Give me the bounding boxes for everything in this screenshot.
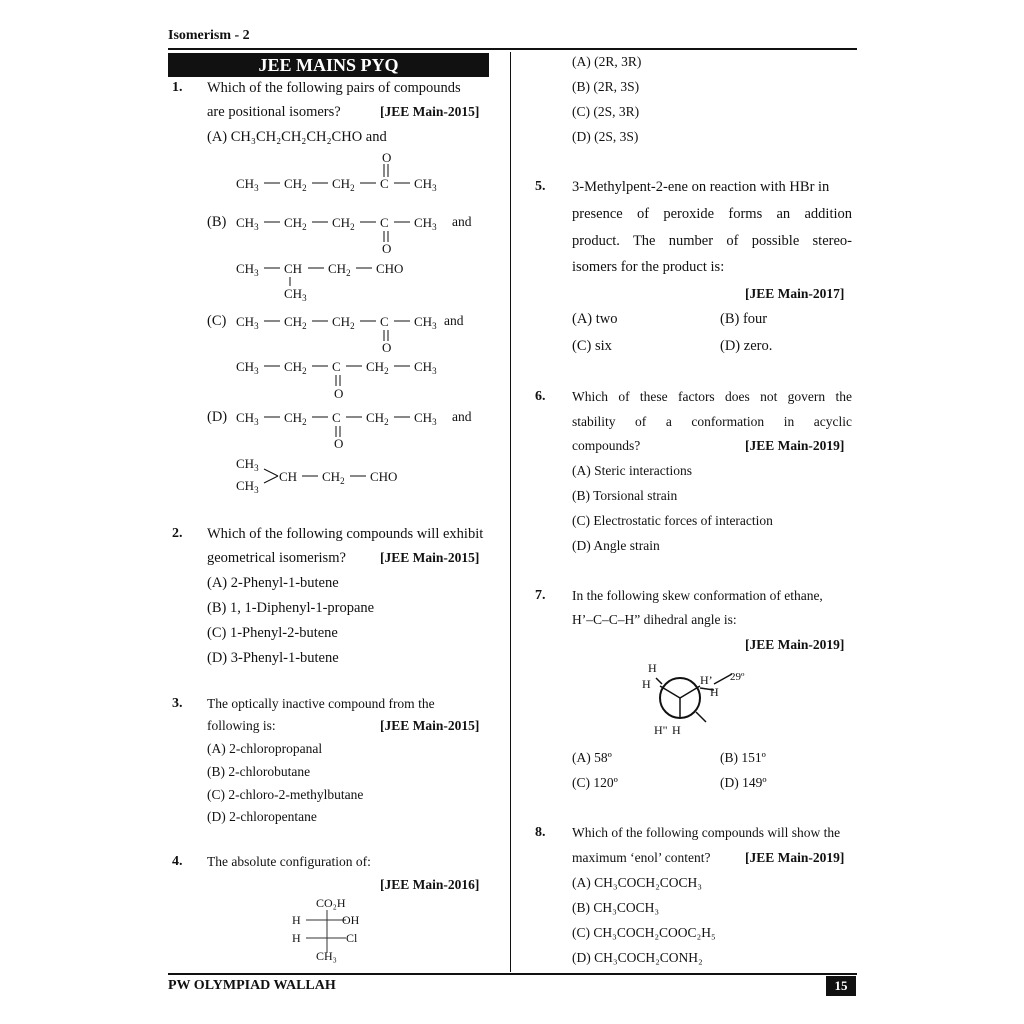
newman-h-top1: H	[648, 661, 657, 675]
svg-text:C: C	[380, 176, 389, 191]
svg-text:C: C	[332, 410, 341, 425]
svg-text:CH3: $CH_3$	[414, 314, 437, 331]
q1-exam-tag: [JEE Main-2015]	[380, 104, 480, 119]
q3-option-d: (D) 2-chloropentane	[207, 809, 317, 824]
q4-number: 4.	[172, 854, 183, 869]
fischer-bottom: CH₃	[316, 949, 337, 963]
q6-option-c: (C) Electrostatic forces of interaction	[572, 513, 773, 528]
svg-text:CH2: $CH_2$	[332, 215, 355, 232]
svg-text:CH2: $CH_2$	[284, 410, 307, 427]
q8-exam-tag: [JEE Main-2019]	[745, 850, 845, 865]
chapter-header: Isomerism - 2	[168, 28, 250, 43]
q3-option-c: (C) 2-chloro-2-methylbutane	[207, 787, 364, 802]
svg-text:CH: CH	[284, 261, 303, 276]
q6-option-b: (B) Torsional strain	[572, 488, 678, 503]
svg-text:CH3: $CH_3$	[236, 261, 259, 278]
fischer-cl: Cl	[346, 931, 358, 945]
q1-structure-c2	[232, 356, 452, 402]
q2-exam-tag: [JEE Main-2015]	[380, 550, 480, 565]
svg-text:CH2: $CH_2$	[332, 314, 355, 331]
q4-option-a: (A) (2R, 3R)	[572, 54, 642, 69]
q6-option-a: (A) Steric interactions	[572, 463, 692, 478]
newman-h-bottom: H	[672, 723, 681, 737]
q8-text-line1: Which of the following compounds will show the	[572, 825, 841, 840]
svg-text:CH2: $CH_2$	[328, 261, 351, 278]
section-banner: JEE MAINS PYQ	[168, 53, 489, 77]
svg-text:CH3: $CH_3$	[236, 410, 259, 427]
svg-text:CH2: $CH_2$	[322, 469, 345, 486]
q1-option-c-label: (C)	[207, 313, 227, 329]
q7-text-line2: H’–C–C–H” dihedral angle is:	[572, 612, 737, 627]
q3-option-b: (B) 2-chlorobutane	[207, 764, 311, 779]
fischer-top: CO₂H	[316, 896, 346, 910]
q2-option-c: (C) 1-Phenyl-2-butene	[207, 625, 338, 641]
svg-text:CH2: $CH_2$	[332, 176, 355, 193]
svg-text:O: O	[382, 241, 392, 256]
newman-angle: 29º	[730, 671, 745, 683]
q2-text-line1: Which of the following compounds will exhibit	[207, 526, 484, 542]
q1-option-a: (A) CH₃CH₂CH₂CH₂CHO and	[207, 129, 387, 145]
header-rule	[168, 48, 857, 50]
q5-text-line1: 3-Methylpent-2-ene on reaction with HBr in	[572, 179, 830, 195]
q1-structure-d1	[232, 405, 482, 451]
svg-text:O: O	[382, 340, 392, 355]
q4-fischer-projection	[284, 894, 374, 964]
svg-text:CH2: $CH_2$	[284, 314, 307, 331]
newman-h-prime: H’	[700, 673, 713, 687]
q5-option-d: (D) zero.	[720, 338, 773, 354]
q5-text-line4: isomers for the product is:	[572, 259, 725, 275]
q5-option-a: (A) two	[572, 311, 618, 327]
svg-text:CH3: $CH_3$	[414, 359, 437, 376]
q3-text-line1: The optically inactive compound from the	[207, 696, 435, 711]
svg-text:CH3: $CH_3$	[284, 286, 307, 303]
q4-option-c: (C) (2S, 3R)	[572, 104, 640, 119]
q5-number: 5.	[535, 179, 546, 194]
svg-text:CH2: $CH_2$	[284, 215, 307, 232]
column-divider	[510, 52, 511, 972]
newman-h-right: H	[710, 685, 719, 699]
footer-publisher: PW OLYMPIAD WALLAH	[168, 978, 336, 993]
q1-structure-d2	[232, 455, 432, 497]
q2-option-a: (A) 2-Phenyl-1-butene	[207, 575, 339, 591]
q2-option-d: (D) 3-Phenyl-1-butene	[207, 650, 339, 666]
q8-text-line2: maximum ‘enol’ content?	[572, 850, 711, 865]
q6-text-line1: Which of these factors does not govern the	[572, 389, 852, 404]
page-number: 15	[826, 976, 856, 996]
q1-text-line2: are positional isomers?	[207, 104, 341, 120]
svg-text:C: C	[380, 215, 389, 230]
q7-option-b: (B) 151º	[720, 750, 766, 765]
q5-text-line3: product. The number of possible stereo-	[572, 233, 852, 249]
q4-text-line1: The absolute configuration of:	[207, 854, 371, 869]
svg-text:CH3: $CH_3$	[414, 215, 437, 232]
svg-text:CH2: $CH_2$	[366, 410, 389, 427]
svg-text:O: O	[382, 150, 392, 165]
q1-option-b-label: (B)	[207, 214, 227, 230]
q1-number: 1.	[172, 80, 183, 95]
q7-option-d: (D) 149º	[720, 775, 767, 790]
q7-text-line1: In the following skew conformation of ethane,	[572, 588, 823, 603]
newman-h-top2: H	[642, 677, 651, 691]
q5-option-b: (B) four	[720, 311, 768, 327]
q5-text-line2: presence of peroxide forms an addition	[572, 206, 852, 222]
q3-text-line2: following is:	[207, 718, 276, 733]
q8-option-b: (B) CH₃COCH₃	[572, 900, 660, 915]
q3-exam-tag: [JEE Main-2015]	[380, 718, 480, 733]
svg-text:CH3: $CH_3$	[236, 314, 259, 331]
q1-and-b: and	[452, 214, 472, 229]
q8-option-c: (C) CH₃COCH₂COOC₂H₅	[572, 925, 716, 940]
q7-exam-tag: [JEE Main-2019]	[745, 637, 845, 652]
svg-text:CHO: CHO	[376, 261, 404, 276]
q5-exam-tag: [JEE Main-2017]	[745, 286, 845, 301]
q1-option-d-label: (D)	[207, 409, 228, 425]
svg-text:CH3: $CH_3$	[414, 410, 437, 427]
q2-text-line2: geometrical isomerism?	[207, 550, 346, 566]
q7-number: 7.	[535, 588, 546, 603]
q1-structure-c1	[232, 309, 482, 355]
q3-number: 3.	[172, 696, 183, 711]
q7-option-c: (C) 120º	[572, 775, 618, 790]
svg-text:CH3: $CH_3$	[236, 215, 259, 232]
q5-option-c: (C) six	[572, 338, 612, 354]
q4-option-d: (D) (2S, 3S)	[572, 129, 639, 144]
svg-text:CH2: $CH_2$	[284, 176, 307, 193]
svg-text:CH2: $CH_2$	[366, 359, 389, 376]
q2-option-b: (B) 1, 1-Diphenyl-1-propane	[207, 600, 375, 616]
q3-option-a: (A) 2-chloropropanal	[207, 741, 323, 756]
q8-number: 8.	[535, 825, 546, 840]
svg-text:O: O	[334, 436, 344, 451]
q1-and-c: and	[444, 313, 464, 328]
newman-h-dprime: H"	[654, 723, 668, 737]
fischer-h2: H	[292, 931, 301, 945]
q2-number: 2.	[172, 526, 183, 541]
svg-text:O: O	[334, 386, 344, 401]
footer-rule	[168, 973, 857, 975]
q1-text-line1: Which of the following pairs of compounds	[207, 80, 461, 96]
q7-newman-projection	[636, 660, 766, 740]
svg-text:CH2: $CH_2$	[284, 359, 307, 376]
q6-text-line3: compounds?	[572, 438, 641, 453]
q4-exam-tag: [JEE Main-2016]	[380, 877, 480, 892]
svg-text:C: C	[380, 314, 389, 329]
q6-exam-tag: [JEE Main-2019]	[745, 438, 845, 453]
q6-number: 6.	[535, 389, 546, 404]
q1-structure-a2	[232, 150, 452, 200]
q1-structure-b1	[232, 210, 482, 256]
svg-text:CHO: CHO	[370, 469, 398, 484]
fischer-oh: OH	[342, 913, 360, 927]
svg-text:C: C	[332, 359, 341, 374]
q1-and-d: and	[452, 409, 472, 424]
svg-text:CH3: $CH_3$	[414, 176, 437, 193]
q4-option-b: (B) (2R, 3S)	[572, 79, 640, 94]
svg-text:CH3: $CH_3$	[236, 456, 259, 473]
q1-structure-b2	[232, 258, 432, 304]
fischer-h1: H	[292, 913, 301, 927]
q6-option-d: (D) Angle strain	[572, 538, 660, 553]
q7-option-a: (A) 58º	[572, 750, 612, 765]
q8-option-a: (A) CH₃COCH₂COCH₃	[572, 875, 703, 890]
svg-text:CH3: $CH_3$	[236, 176, 259, 193]
svg-text:CH3: $CH_3$	[236, 359, 259, 376]
svg-text:CH3: $CH_3$	[236, 478, 259, 495]
q6-text-line2: stability of a conformation in acyclic	[572, 414, 852, 429]
q8-option-d: (D) CH₃COCH₂CONH₂	[572, 950, 703, 965]
svg-text:CH: CH	[279, 469, 298, 484]
